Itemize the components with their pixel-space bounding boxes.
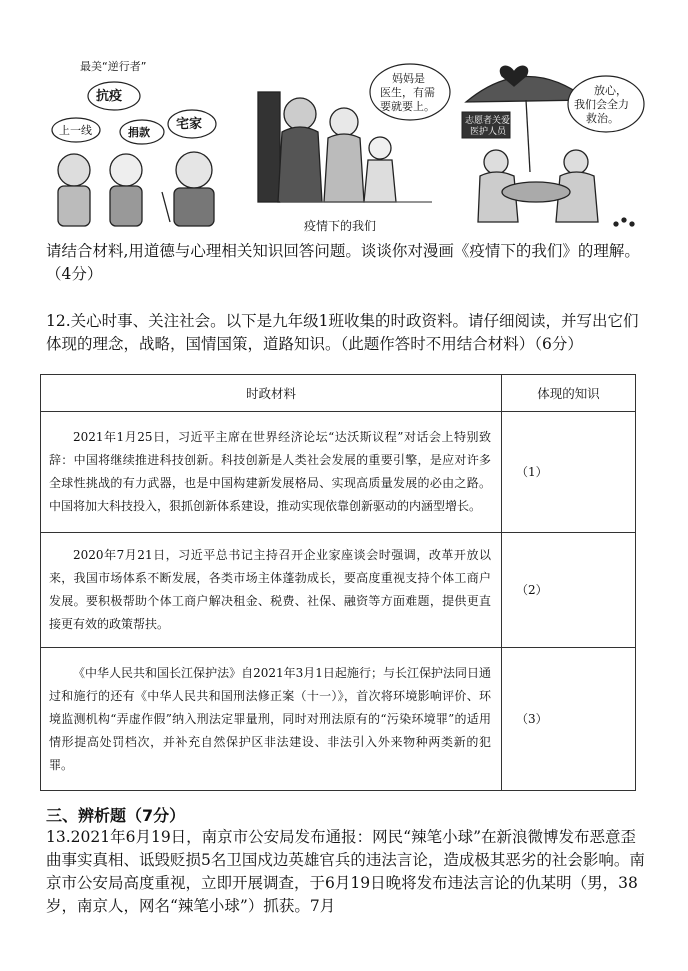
panel1-figures: [58, 152, 214, 226]
cartoon-panel-3: [456, 52, 646, 237]
cartoon-panel-1: [44, 52, 244, 237]
material-cell: 《中华人民共和国长江保护法》自2021年3月1日起施行；与长江保护法同日通过和施行的还有《中华人民共和国刑法修正案（十一）》，首次将环境影响评价、环境监测机构“弄虚作假”纳入刑法定罪量刑，同时对刑法原有的“污染环境罪”的适用情形提高处罚档次，并补充自然保护区非法建设、非法引入外来物种两类新的犯罪。: [41, 648, 502, 791]
answer-cell[interactable]: （3）: [502, 648, 636, 791]
header-material: 时政材料: [41, 375, 502, 412]
question-12: 12.关心时事、关注社会。以下是九年级1班收集的时政资料。请仔细阅读，并写出它们体现的理念，战略，国情国策，道路知识。（此题作答时不用结合材料）（6分）: [46, 312, 639, 353]
table-row: [41, 412, 636, 533]
bubble-juankuan: 捐款: [128, 126, 150, 139]
panel2-bubble: 妈妈是 医生，有需 要就要上。: [380, 72, 435, 113]
panel3-sign: 志愿者关爱 医护人员: [465, 116, 511, 137]
answer-cell[interactable]: （2）: [502, 533, 636, 648]
panel3-bubble: 放心， 我们会全力 救治。: [574, 84, 629, 125]
cartoon-panel-2: [252, 52, 452, 237]
question-13: 13.2021年6月19日，南京市公安局发布通报：网民“辣笔小球”在新浪微博发布恶意歪曲事实真相、诋毁贬损5名卫国戍边英雄官兵的违法言论，造成极其恶劣的社会影响。南京市公安局高度重视，立即开展调查，于6月19日晚将发布违法言论的仇某明（男，38岁，南京人，网名“辣笔小球”）抓获。7月: [46, 828, 645, 915]
table-row: [41, 648, 636, 791]
material-cell: 2020年7月21日，习近平总书记主持召开企业家座谈会时强调，改革开放以来，我国市场体系不断发展，各类市场主体蓬勃成长，要高度重视支持个体工商户发展。要积极帮助个体工商户解决租金、税费、社保、融资等方面难题，提供更直接更有效的政策帮扶。: [41, 533, 502, 648]
material-cell: 2021年1月25日，习近平主席在世界经济论坛“达沃斯议程”对话会上特别致辞：中国将继续推进科技创新。科技创新是人类社会发展的重要引擎，是应对许多全球性挑战的有力武器，也是中国构建新发展格局、实现高质量发展的必由之路。中国将加大科技投入，狠抓创新体系建设，推动实现依靠创新驱动的内涵型增长。: [41, 412, 502, 533]
table-row: [41, 533, 636, 648]
section-3-title: 三、辨析题（7分）: [46, 806, 186, 825]
panel2-title: 疫情下的我们: [304, 219, 377, 233]
bubble-zhaijia: 宅家: [176, 117, 203, 132]
answer-cell[interactable]: （1）: [502, 412, 636, 533]
header-knowledge: 体现的知识: [502, 375, 636, 412]
question-11: 请结合材料,用道德与心理相关知识回答问题。谈谈你对漫画《疫情下的我们》的理解。（4分）: [46, 242, 640, 283]
cartoon-strip: [44, 52, 644, 237]
current-affairs-table: [40, 374, 636, 791]
bubble-kangyi: 抗疫: [96, 89, 123, 104]
bubble-shangyixian: 上一线: [59, 124, 92, 137]
panel1-caption: 最美“逆行者”: [80, 60, 147, 73]
